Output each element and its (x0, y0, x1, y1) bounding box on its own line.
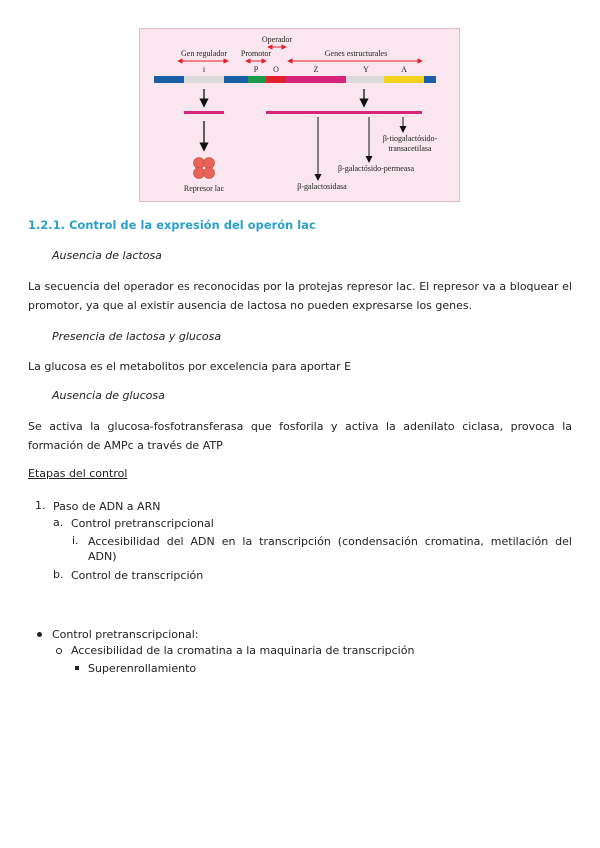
bullet-square (75, 666, 79, 670)
bullet-dot (37, 632, 42, 637)
list-marker-b: b. (53, 568, 64, 581)
label-galactosidasa: β-galactosidasa (297, 182, 347, 191)
label-z: Z (313, 65, 319, 74)
label-gen-regulador: Gen regulador (181, 49, 227, 58)
bullet-accesibilidad-cromatina: Accesibilidad de la cromatina a la maquinaria de transcripción (71, 644, 415, 657)
subheading-ausencia-glucosa: Ausencia de glucosa (52, 389, 165, 402)
list-item-control-pretranscripcional: Control pretranscripcional (71, 517, 214, 530)
section-heading: 1.2.1. Control de la expresión del operón lac (28, 219, 316, 232)
gene-a-segment (384, 76, 424, 83)
list-marker-1: 1. (35, 499, 46, 512)
mrna-regulator (184, 111, 224, 114)
label-operador: Operador (261, 35, 293, 44)
lac-operon-diagram (140, 29, 461, 203)
list-item-control-transcripcion: Control de transcripción (71, 569, 204, 582)
gene-y-segment (346, 76, 384, 83)
label-permeasa: β-galactósido-permeasa (337, 164, 415, 173)
list-marker-i: i. (72, 534, 79, 547)
mrna-structural (266, 111, 422, 114)
label-transacetilasa: transacetilasa (388, 144, 432, 153)
list-item-accesibilidad-adn: Accesibilidad del ADN en la transcripción (condensación cromatina, metilación del ADN) (88, 535, 572, 563)
label-p: P (253, 65, 259, 74)
label-i: i (202, 65, 206, 74)
label-genes-estructurales: Genes estructurales (324, 49, 388, 58)
subheading-presencia-lactosa-glucosa: Presencia de lactosa y glucosa (52, 330, 222, 343)
label-promotor: Promotor (240, 49, 272, 58)
label-y: Y (363, 65, 369, 74)
list-item-paso-adn-arn: Paso de ADN a ARN (53, 500, 161, 513)
gene-i-segment (184, 76, 224, 83)
promoter-segment (248, 76, 266, 83)
lac-operon-figure (139, 28, 460, 202)
paragraph-adenilato: Se activa la glucosa-fosfotransferasa que fosforila y activa la adenilato ciclasa, provoca la formación de AMPc a través de ATP (28, 420, 572, 452)
paragraph-represor: La secuencia del operador es reconocidas por la protejas represor lac. El represor va a bloquear el promotor, ya que al existir ausencia de lactosa no pueden expresarse los genes. (28, 280, 572, 312)
list-marker-a: a. (53, 516, 64, 529)
paragraph-glucosa: La glucosa es el metabolitos por excelencia para aportar E (28, 360, 352, 373)
label-a: A (401, 65, 407, 74)
subheading-ausencia-lactosa: Ausencia de lactosa (52, 249, 162, 262)
etapas-heading: Etapas del control (28, 467, 128, 480)
operator-segment (266, 76, 286, 83)
label-represor: Represor lac (183, 184, 225, 193)
bullet-circle (56, 648, 62, 654)
label-o: O (273, 65, 279, 74)
gene-z-segment (286, 76, 346, 83)
bullet-control-pretranscripcional: Control pretranscripcional: (52, 628, 199, 641)
represor-icon (194, 158, 215, 179)
label-tiogalactosido: β-tiogalactósido- (382, 134, 438, 143)
bullet-superenrollamiento: Superenrollamiento (88, 662, 197, 675)
